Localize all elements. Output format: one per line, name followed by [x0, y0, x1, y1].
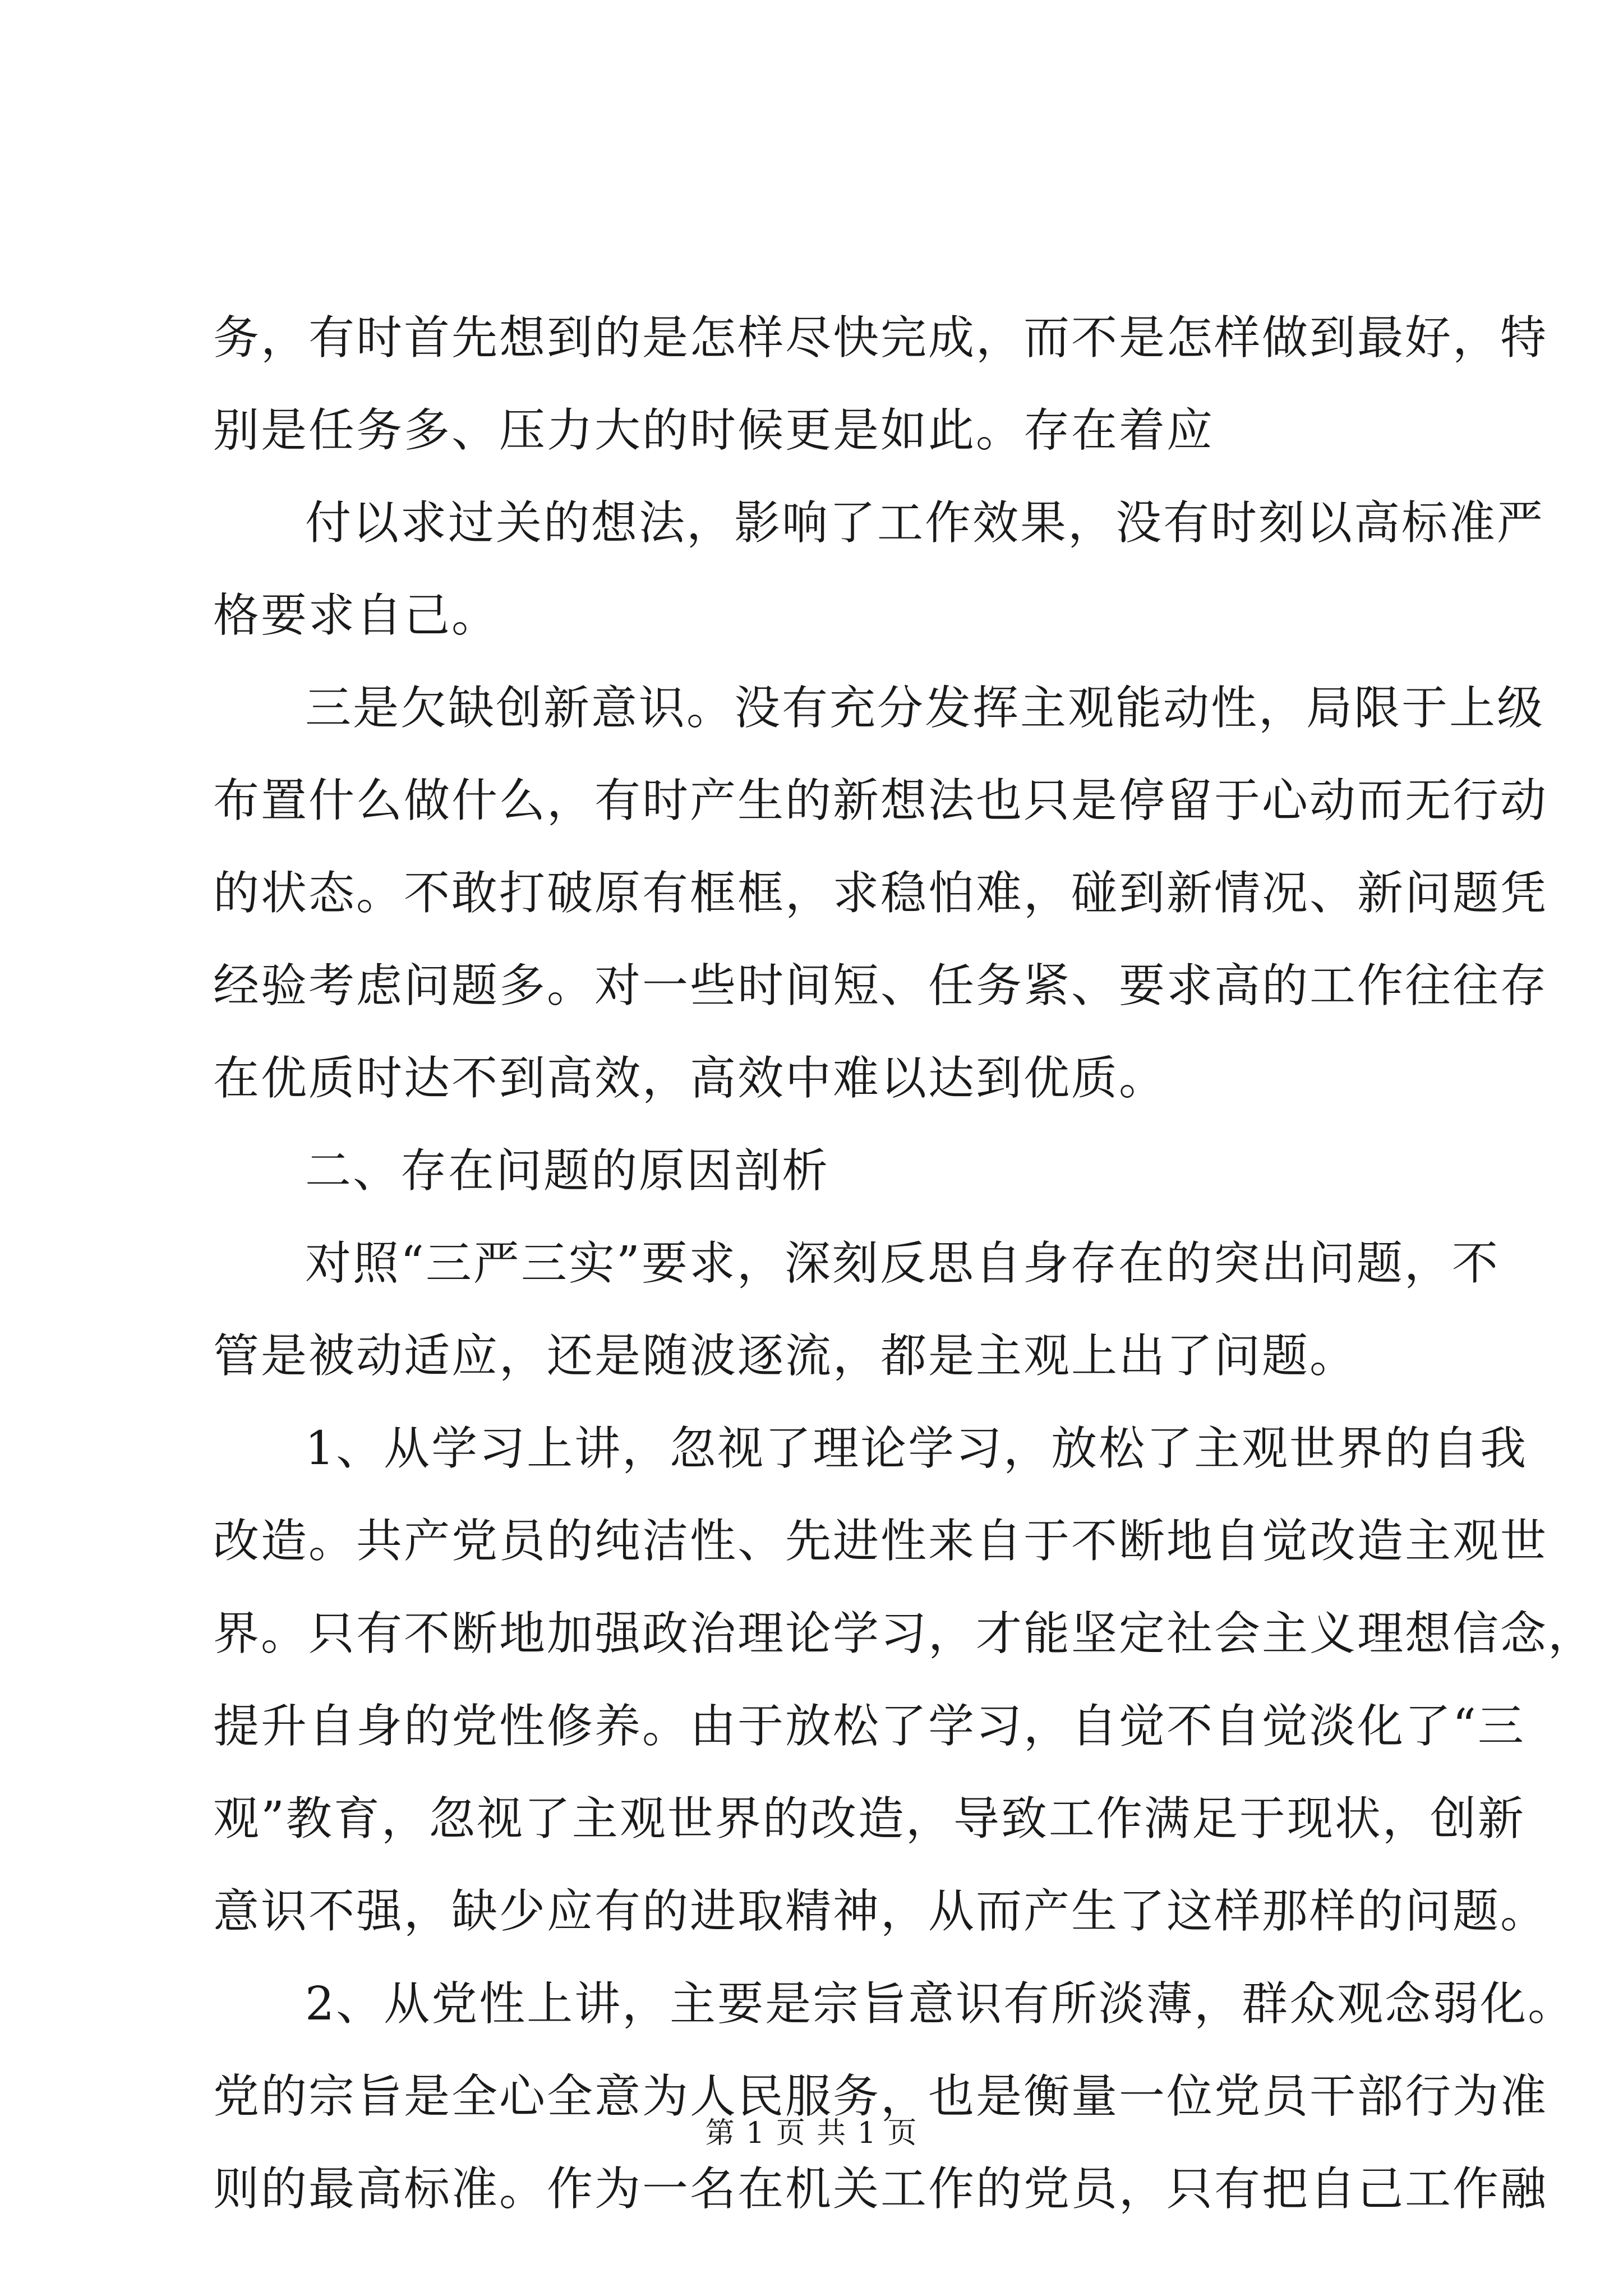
text-line: 三是欠缺创新意识。没有充分发挥主观能动性，局限于上级: [305, 682, 1545, 735]
text-line: 别是任务多、压力大的时候更是如此。存在着应: [213, 404, 1215, 457]
text-line: 改造。共产党员的纯洁性、先进性来自于不断地自觉改造主观世: [213, 1515, 1548, 1568]
text-line: 管是被动适应，还是随波逐流，都是主观上出了问题。: [213, 1329, 1358, 1383]
text-line: 布置什么做什么，有时产生的新想法也只是停留于心动而无行动: [213, 774, 1548, 827]
text-line: 党的宗旨是全心全意为人民服务，也是衡量一位党员干部行为准: [213, 2070, 1548, 2123]
document-body: [213, 292, 1596, 2235]
text-line: 的状态。不敢打破原有框框，求稳怕难，碰到新情况、新问题凭: [213, 867, 1548, 920]
text-line: 2、从党性上讲，主要是宗旨意识有所淡薄，群众观念弱化。: [305, 1977, 1576, 2031]
text-line: 二、存在问题的原因剖析: [305, 1144, 830, 1198]
text-line: 经验考虑问题多。对一些时间短、任务紧、要求高的工作往往存: [213, 959, 1548, 1013]
text-line: 在优质时达不到高效，高效中难以达到优质。: [213, 1052, 1167, 1105]
text-line: 则的最高标准。作为一名在机关工作的党员，只有把自己工作融: [213, 2162, 1548, 2216]
text-line: 对照“三严三实”要求，深刻反思自身存在的突出问题，不: [305, 1237, 1500, 1290]
text-line: 界。只有不断地加强政治理论学习，才能坚定社会主义理想信念，: [213, 1607, 1596, 1660]
text-line: 观”教育，忽视了主观世界的改造，导致工作满足于现状，创新: [213, 1792, 1525, 1846]
text-line: 意识不强，缺少应有的进取精神，从而产生了这样那样的问题。: [213, 1885, 1548, 1938]
text-line: 格要求自己。: [213, 589, 500, 642]
text-line: 付以求过关的想法，影响了工作效果，没有时刻以高标准严: [305, 496, 1545, 550]
text-line: 1、从学习上讲，忽视了理论学习，放松了主观世界的自我: [305, 1422, 1528, 1475]
text-line: 务，有时首先想到的是怎样尽快完成，而不是怎样做到最好，特: [213, 311, 1548, 365]
text-line: 提升自身的党性修养。由于放松了学习，自觉不自觉淡化了“三: [213, 1700, 1525, 1753]
page-footer: 第 1 页 共 1 页: [705, 2116, 918, 2150]
